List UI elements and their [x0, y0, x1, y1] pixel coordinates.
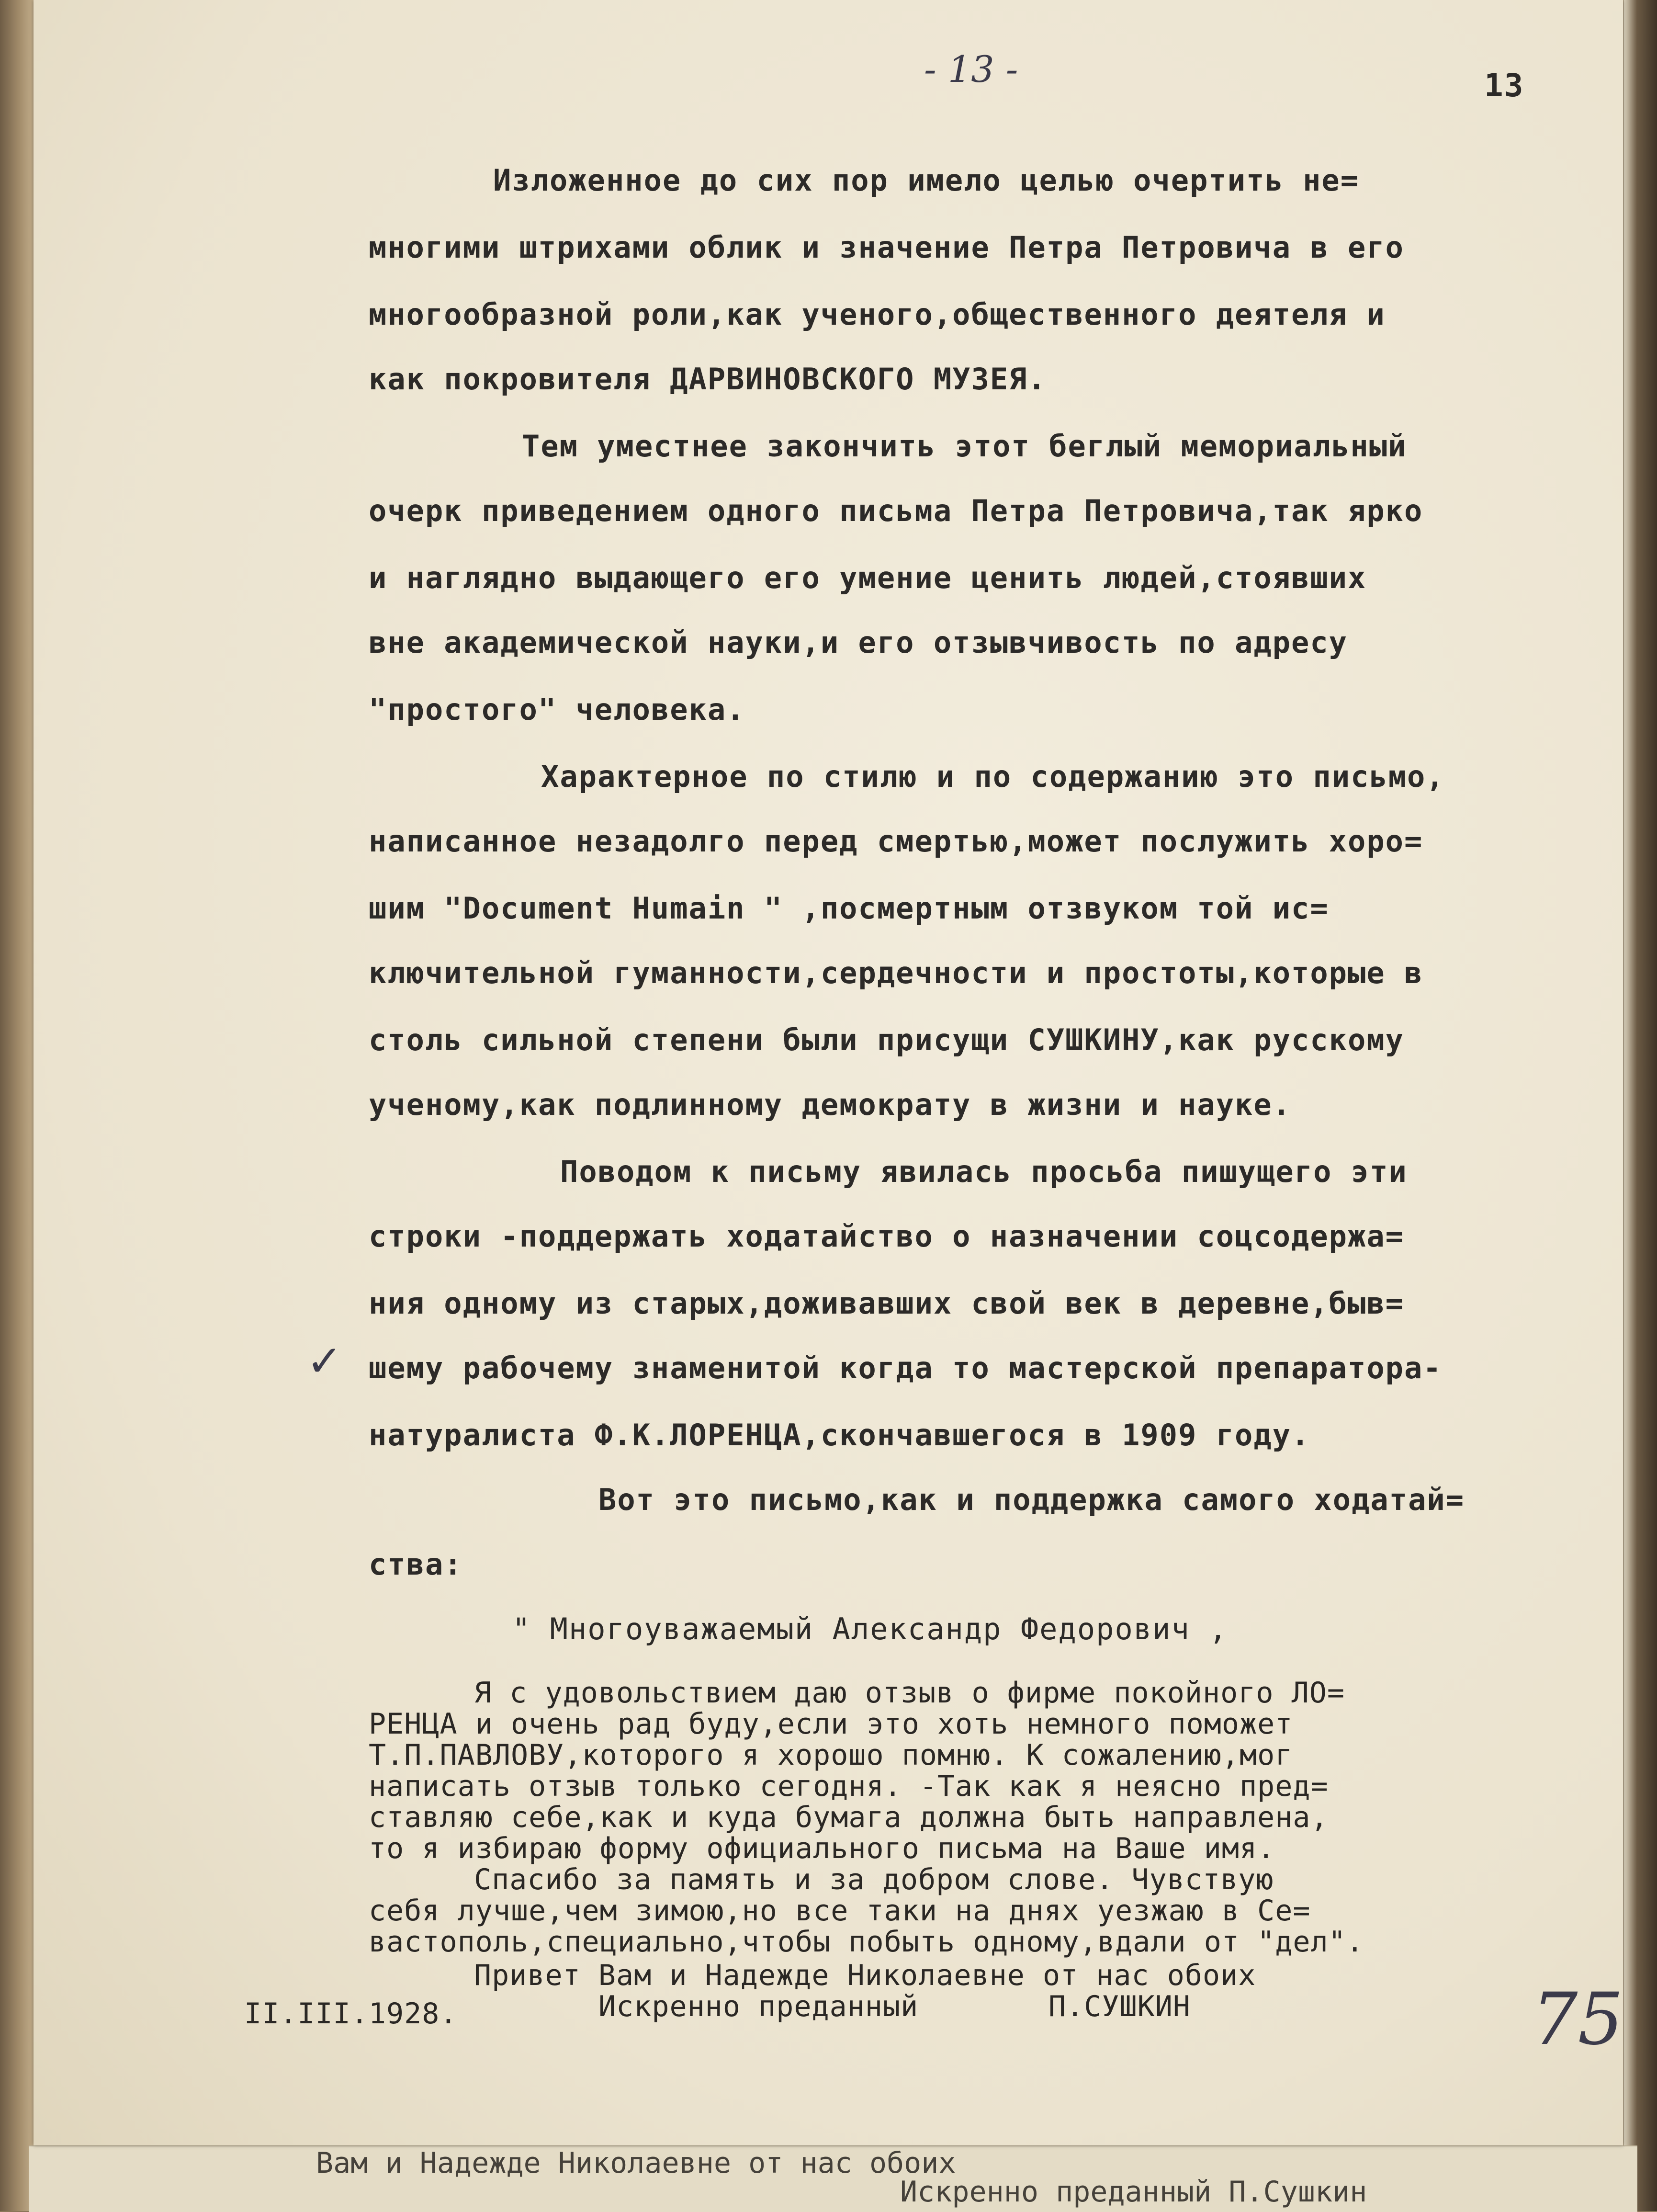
text-line: и наглядно выдающего его умение ценить людей,стоявших: [369, 560, 1367, 595]
text-line: ния одному из старых,доживавших свой век в деревне,быв=: [369, 1286, 1404, 1321]
letter-signature: П.СУШКИН: [1048, 1990, 1191, 2023]
handwritten-check-mark: ✓: [306, 1336, 343, 1386]
letter-line: то я избираю форму официального письма на Ваше имя.: [369, 1832, 1275, 1865]
text-line: Изложенное до сих пор имело целью очертить не=: [493, 163, 1360, 198]
folder-binding-edge: [0, 0, 34, 2211]
letter-date: II.III.1928.: [244, 1997, 458, 2031]
letter-closing: Искренно преданный: [598, 1990, 919, 2023]
letter-line: написать отзыв только сегодня. -Так как я неясно пред=: [369, 1770, 1329, 1803]
text-line: Тем уместнее закончить этот беглый мемориальный: [522, 429, 1407, 464]
text-line: как покровителя ДАРВИНОВСКОГО МУЗЕЯ.: [369, 362, 1047, 397]
text-line: столь сильной степени были присущи СУШКИНУ,как русскому: [369, 1022, 1404, 1057]
underlying-line: Искренно преданный П.Сушкин: [900, 2175, 1367, 2209]
document-page: [34, 0, 1623, 2145]
text-line: написанное незадолго перед смертью,может послужить хоро=: [369, 824, 1423, 859]
text-line: многими штрихами облик и значение Петра Петровича в его: [369, 230, 1404, 265]
letter-line: себя лучше,чем зимою,но все таки на днях уезжаю в Се=: [369, 1894, 1311, 1928]
letter-line: вастополь,специально,чтобы побыть одному,вдали от "дел".: [369, 1925, 1364, 1959]
text-line: строки -поддержать ходатайство о назначении соцсодержа=: [369, 1219, 1404, 1254]
text-line: ства:: [369, 1547, 463, 1582]
text-line: "простого" человека.: [369, 692, 745, 727]
letter-line: Спасибо за память и за добром слове. Чувствую: [474, 1863, 1274, 1896]
text-line: Характерное по стилю и по содержанию это письмо,: [541, 759, 1445, 794]
letter-line: РЕНЦА и очень рад буду,если это хоть немного поможет: [369, 1707, 1293, 1741]
text-line: очерк приведением одного письма Петра Петровича,так ярко: [369, 493, 1423, 528]
underlying-line: Вам и Надежде Николаевне от нас обоих: [316, 2146, 956, 2180]
typed-page-number: 13: [1484, 67, 1524, 104]
handwritten-folio-number: 75: [1532, 1978, 1623, 2061]
underlying-sheet: [29, 2145, 1637, 2212]
handwritten-page-number: - 13 -: [924, 48, 1018, 91]
letter-salutation: " Многоуважаемый Александр Федорович ,: [512, 1611, 1228, 1646]
text-line: натуралиста Ф.К.ЛОРЕНЦА,скончавшегося в 1909 году.: [369, 1418, 1310, 1452]
text-line: ученому,как подлинному демократу в жизни и науке.: [369, 1087, 1292, 1122]
text-line: шему рабочему знаменитой когда то мастерской препаратора-: [369, 1350, 1442, 1385]
text-line: шим "Document Humain " ,посмертным отзвуком той ис=: [369, 891, 1329, 926]
text-line: Поводом к письму явилась просьба пишущего эти: [560, 1154, 1408, 1189]
letter-line: ставляю себе,как и куда бумага должна быть направлена,: [369, 1801, 1329, 1834]
text-line: Вот это письмо,как и поддержка самого ходатай=: [598, 1482, 1465, 1517]
text-line: вне академической науки,и его отзывчивость по адресу: [369, 625, 1348, 660]
text-line: ключительной гуманности,сердечности и простоты,которые в: [369, 955, 1423, 990]
text-line: многообразной роли,как ученого,общественного деятеля и: [369, 297, 1386, 332]
letter-line: Я с удовольствием даю отзыв о фирме покойного ЛО=: [474, 1676, 1345, 1710]
letter-line: Т.П.ПАВЛОВУ,которого я хорошо помню. К сожалению,мог: [369, 1738, 1293, 1772]
letter-line: Привет Вам и Надежде Николаевне от нас обоих: [474, 1959, 1256, 1992]
scan-right-edge: [1623, 0, 1657, 2211]
